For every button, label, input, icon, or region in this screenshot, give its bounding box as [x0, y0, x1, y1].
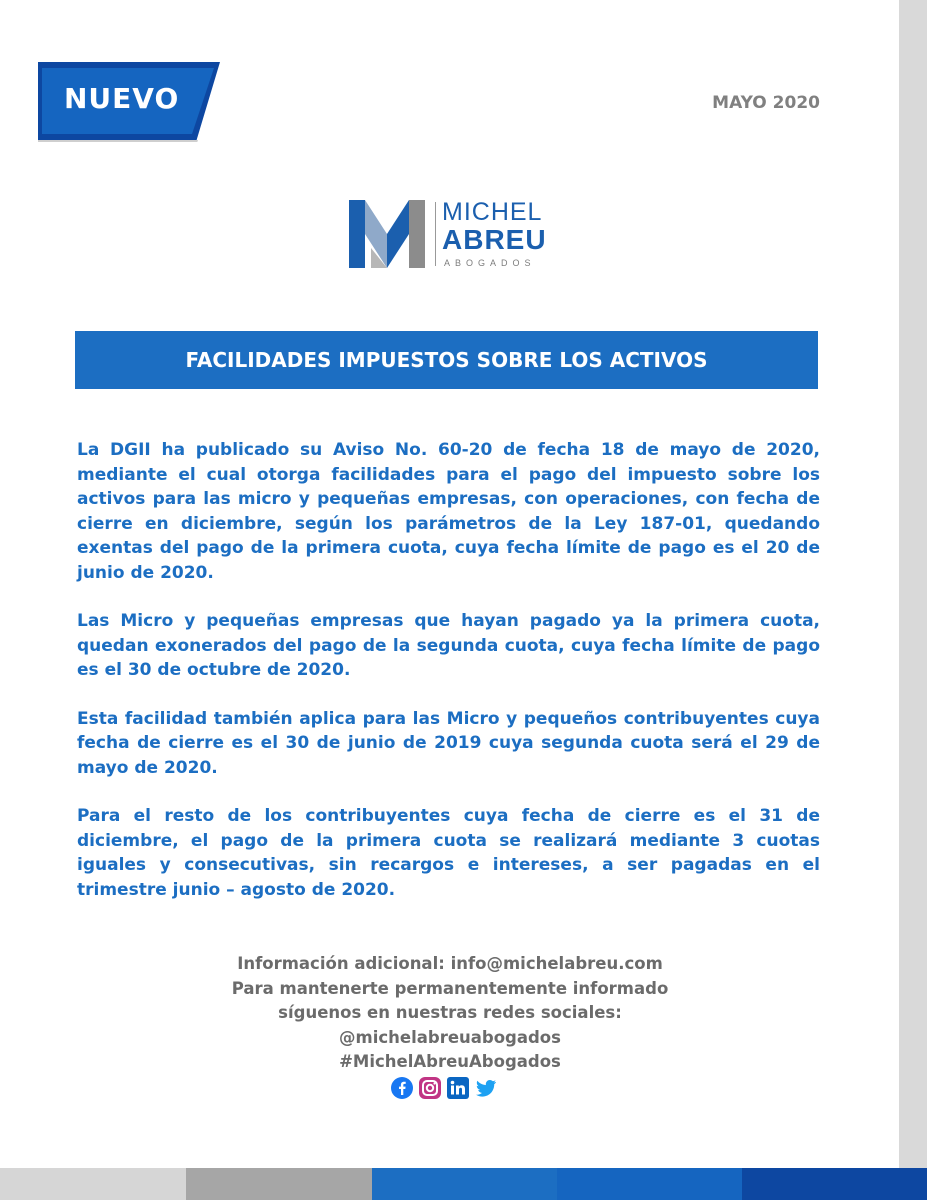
footer-line: síguenos en nuestras redes sociales: [278, 1003, 622, 1022]
paragraph: Esta facilidad también aplica para las Micro y pequeños contribuyentes cuya fecha de cierre es el 30 de junio de 2019 cuya segunda cuota será el 29 de mayo de 2020. [77, 708, 820, 778]
right-edge-strip [899, 0, 927, 1200]
instagram-icon[interactable] [418, 1076, 442, 1100]
page-title: FACILIDADES IMPUESTOS SOBRE LOS ACTIVOS [185, 348, 708, 372]
social-icons [390, 1076, 502, 1102]
logo-subtitle: ABOGADOS [444, 258, 536, 268]
bottom-bar-segment [742, 1168, 927, 1200]
publication-date: MAYO 2020 [712, 93, 820, 113]
new-badge [38, 62, 220, 142]
footer-line: Para mantenerte permanentemente informado [231, 978, 669, 998]
logo-mark-icon [347, 198, 427, 270]
company-logo [347, 198, 567, 272]
contact-footer [150, 952, 750, 1075]
logo-divider [435, 202, 436, 266]
footer-hashtag: #MichelAbreuAbogados [339, 1052, 561, 1071]
body-content [77, 438, 820, 926]
linkedin-icon[interactable] [446, 1076, 470, 1100]
bottom-bar-segment [557, 1168, 742, 1200]
bottom-bar-segment [186, 1168, 372, 1200]
footer-handle: @michelabreuabogados [339, 1027, 561, 1047]
title-banner [75, 331, 818, 389]
paragraph: Las Micro y pequeñas empresas que hayan pagado ya la primera cuota, quedan exonerados del pago de la segunda cuota, cuya fecha límite de pago es el 30 de octubre de 2020. [77, 611, 820, 680]
paragraph: Para el resto de los contribuyentes cuya fecha de cierre es el 31 de diciembre, el pago de la primera cuota se realizará mediante 3 cuotas iguales y consecutivas, sin recargos e intereses, a ser pagadas en el trimestre junio – agosto de 2020. [77, 806, 820, 900]
bottom-bar-segment [372, 1168, 557, 1200]
paragraph: La DGII ha publicado su Aviso No. 60-20 de fecha 18 de mayo de 2020, mediante el cual otorga facilidades para el pago del impuesto sobre los activos para las micro y pequeñas empresas, con operaciones, con fecha de cierre en diciembre, según los parámetros de la Ley 187-01, quedando exentas del pago de la primera cuota, cuya fecha límite de pago es el 20 de junio de 2020. [77, 440, 820, 583]
bottom-bar-segment [0, 1168, 186, 1200]
logo-name-last: ABREU [442, 224, 547, 255]
badge-label: NUEVO [64, 82, 180, 115]
bottom-color-bars [0, 1168, 927, 1200]
footer-email-line: Información adicional: info@michelabreu.com [237, 954, 663, 973]
logo-name-first: MICHEL [442, 198, 543, 226]
twitter-icon[interactable] [474, 1076, 498, 1100]
facebook-icon[interactable] [390, 1076, 414, 1100]
